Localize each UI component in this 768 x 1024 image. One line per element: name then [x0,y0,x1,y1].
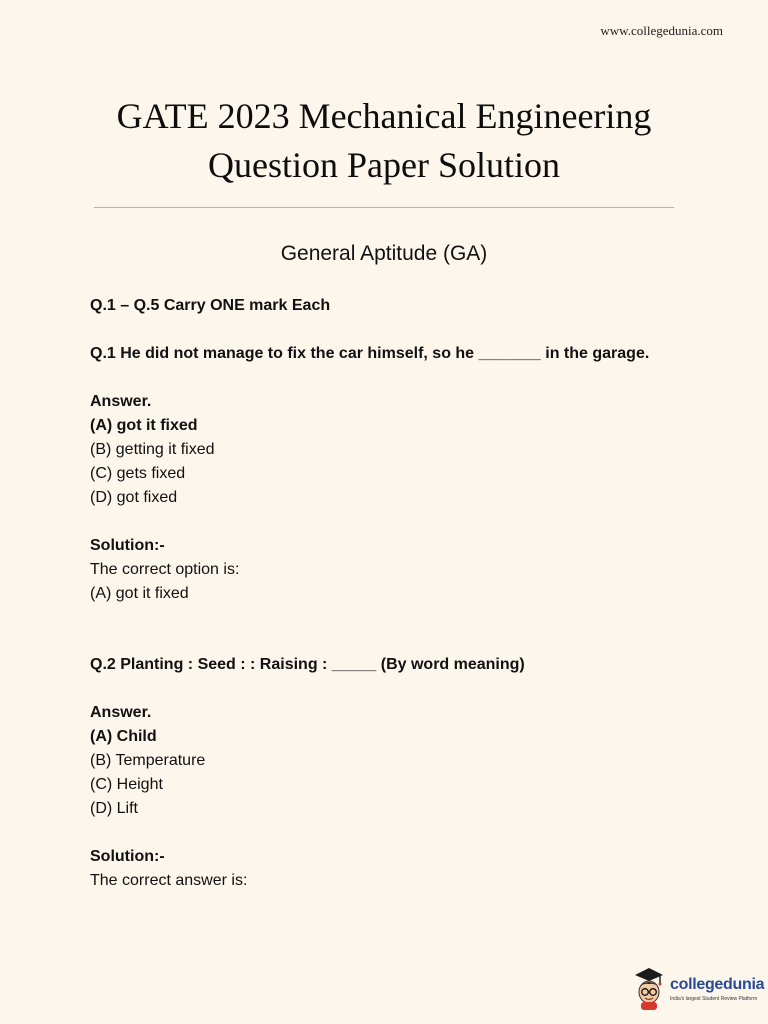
solution-line: The correct option is: [90,561,240,578]
option-d: (D) Lift [90,800,138,817]
option-c: (C) gets fixed [90,465,186,482]
marks-note: Q.1 – Q.5 Carry ONE mark Each [90,297,331,314]
option-b: (B) getting it fixed [90,441,215,458]
option-c: (C) Height [90,776,163,793]
answer-label: Answer. [90,704,152,721]
option-b: (B) Temperature [90,752,206,769]
page-title [0,92,768,190]
option-a-correct: (A) got it fixed [90,417,198,434]
section-heading: General Aptitude (GA) [280,242,488,265]
collegedunia-logo[interactable] [632,966,765,1010]
question-1-text: Q.1 He did not manage to fix the car himself, so he _______ in the garage. [90,345,650,362]
question-content [90,294,650,893]
solution-line: (A) got it fixed [90,585,189,602]
question-2-text: Q.2 Planting : Seed : : Raising : _____ (By word meaning) [90,656,525,673]
logo-wordmark: collegedunia [670,976,765,993]
solution-label: Solution:- [90,537,165,554]
solution-label: Solution:- [90,848,165,865]
answer-label: Answer. [90,393,152,410]
title-line-2: Question Paper Solution [208,145,560,185]
solution-line: The correct answer is: [90,872,248,889]
option-a-correct: (A) Child [90,728,157,745]
title-divider [94,207,674,208]
site-url[interactable]: www.collegedunia.com [600,23,723,38]
title-line-1: GATE 2023 Mechanical Engineering [116,96,652,136]
logo-tagline: India's largest Student Review Platform [670,996,758,1002]
option-d: (D) got fixed [90,489,178,506]
student-mascot-icon [632,966,666,1010]
